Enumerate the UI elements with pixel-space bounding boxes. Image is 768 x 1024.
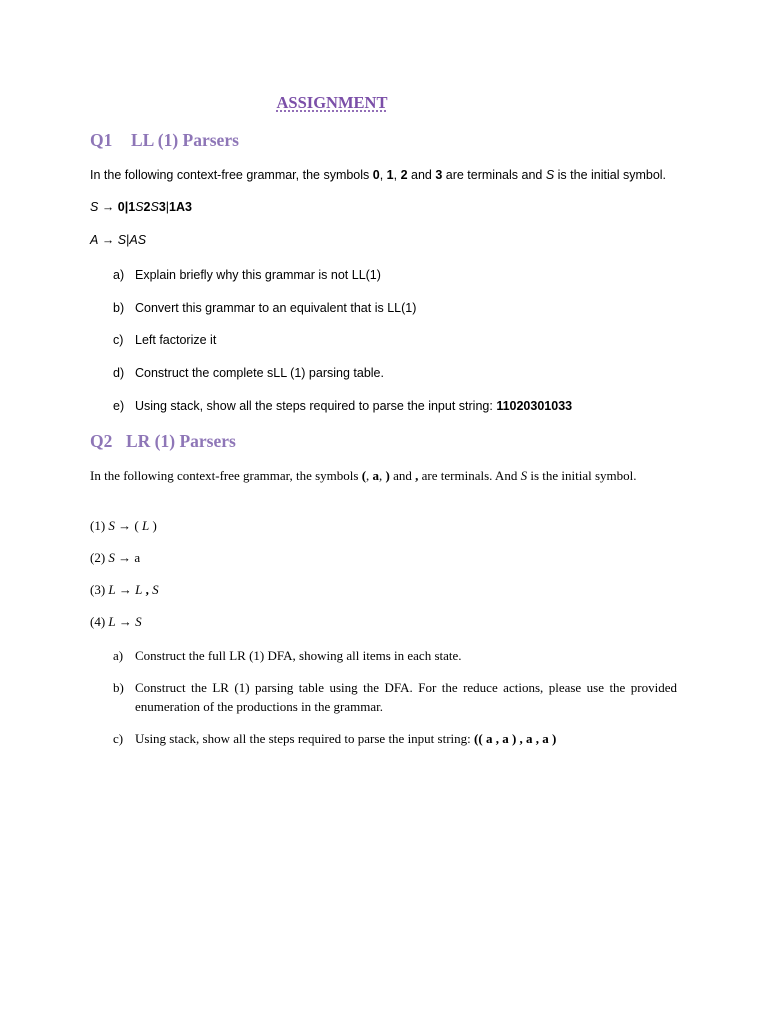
conjunction: and [407,168,436,182]
list-item-text: Left factorize it [135,333,217,347]
list-marker: b) [113,301,125,315]
rule-bar: | [126,233,130,247]
list-marker: c) [113,731,124,746]
q2-intro-text: is the initial symbol. [527,468,637,483]
list-item-text [135,397,677,416]
comma: , [379,468,386,483]
q1-item-e [113,397,677,416]
list-marker: d) [113,366,125,380]
input-string: (( a , a ) , a , a ) [474,731,557,746]
rule-alt: S [117,233,127,247]
terminal-3: 3 [435,168,443,182]
rule-lhs: S [90,200,99,214]
list-item-text: Construct the LR (1) parsing table using the DFA. For the reduce actions, please use the provided enumeration of the productions in the grammar. [135,680,677,714]
q2-production-2 [90,550,140,566]
rule-arrow: → [98,233,118,247]
rule-terminal: 3 [185,200,192,214]
list-marker: a) [113,648,124,663]
q1-number: Q1 [90,130,113,150]
terminal-a: a [372,468,380,483]
q2-heading-text: LR (1) Parsers [126,431,236,451]
production-number: (1) [90,518,109,533]
list-item-text: Construct the full LR (1) DFA, showing all items in each state. [135,648,462,663]
rule-bar: | [165,200,170,214]
q1-rule-a [90,233,146,247]
start-symbol: S [520,468,528,483]
comma: , [379,168,387,182]
q2-item-b [113,679,677,716]
production-rhs: , [142,582,153,597]
document-title: ASSIGNMENT [276,93,388,112]
rule-alt: AS [129,233,147,247]
q1-heading [90,130,239,151]
terminal-1: 1 [386,168,394,182]
q2-production-4 [90,614,142,630]
q2-number: Q2 [90,431,113,451]
production-rhs: L [142,518,150,533]
terminal-0: 0 [372,168,380,182]
q1-intro-text: is the initial symbol. [554,168,667,182]
start-symbol: S [545,168,555,182]
production-lhs: S [108,518,115,533]
list-item-text-plain: Using stack, show all the steps required to parse the input string: [135,399,497,413]
terminal-lparen: ( [361,468,367,483]
q2-intro-text: are terminals. And [418,468,521,483]
production-rhs: ) [149,518,157,533]
production-rhs: L [135,582,143,597]
production-arrow: → [115,614,136,629]
q1-item-a [113,266,677,285]
production-rhs: ( [134,518,143,533]
production-rhs: S [152,582,159,597]
production-number: (3) [90,582,109,597]
list-item-text: Construct the complete sLL (1) parsing table. [135,366,384,380]
q2-heading [90,431,236,452]
q1-item-b [113,299,677,318]
list-marker: b) [113,680,124,695]
q2-production-3 [90,582,159,598]
comma: , [393,168,401,182]
rule-terminal: 1 [128,200,136,214]
q1-rule-s [90,200,192,214]
list-item-text: Convert this grammar to an equivalent that is LL(1) [135,301,417,315]
list-marker: a) [113,268,125,282]
q2-intro [90,466,677,485]
production-arrow: → [115,582,136,597]
production-lhs: L [108,614,116,629]
q2-item-a [113,647,677,666]
rule-terminal: 2 [143,200,151,214]
q2-item-c [113,730,677,749]
rule-nonterminal: S [135,200,144,214]
rule-terminal: 3 [158,200,166,214]
rule-lhs: A [90,233,99,247]
production-rhs: a [134,550,141,565]
input-string: 11020301033 [496,399,573,413]
q2-intro-text: In the following context-free grammar, the symbols [90,468,362,483]
q2-production-1 [90,518,157,534]
terminal-comma: , [415,468,419,483]
list-item-text-plain: Using stack, show all the steps required to parse the input string: [135,731,475,746]
q1-heading-text: LL (1) Parsers [131,130,239,150]
q1-intro [90,166,677,185]
terminal-2: 2 [400,168,408,182]
list-marker: c) [113,333,124,347]
list-item-text: Explain briefly why this grammar is not LL(1) [135,268,381,282]
comma: , [366,468,373,483]
production-rhs: S [135,614,142,629]
rule-arrow: → [98,200,118,214]
production-number: (4) [90,614,109,629]
q1-item-c [113,331,677,350]
terminal-rparen: ) [385,468,390,483]
q1-intro-text: are terminals and [442,168,546,182]
production-arrow: → [114,518,135,533]
production-lhs: L [108,582,116,597]
rule-nonterminal: A [176,200,186,214]
conjunction: and [389,468,416,483]
list-marker: e) [113,399,125,413]
q1-item-d [113,364,677,383]
rule-terminal: 1 [169,200,176,214]
production-arrow: → [114,550,135,565]
production-lhs: S [108,550,115,565]
rule-nonterminal: S [150,200,159,214]
list-item-text [135,730,677,749]
rule-alt: 0 [117,200,125,214]
q1-intro-text: In the following context-free grammar, the symbols [90,168,373,182]
production-number: (2) [90,550,109,565]
rule-bar: | [124,200,129,214]
